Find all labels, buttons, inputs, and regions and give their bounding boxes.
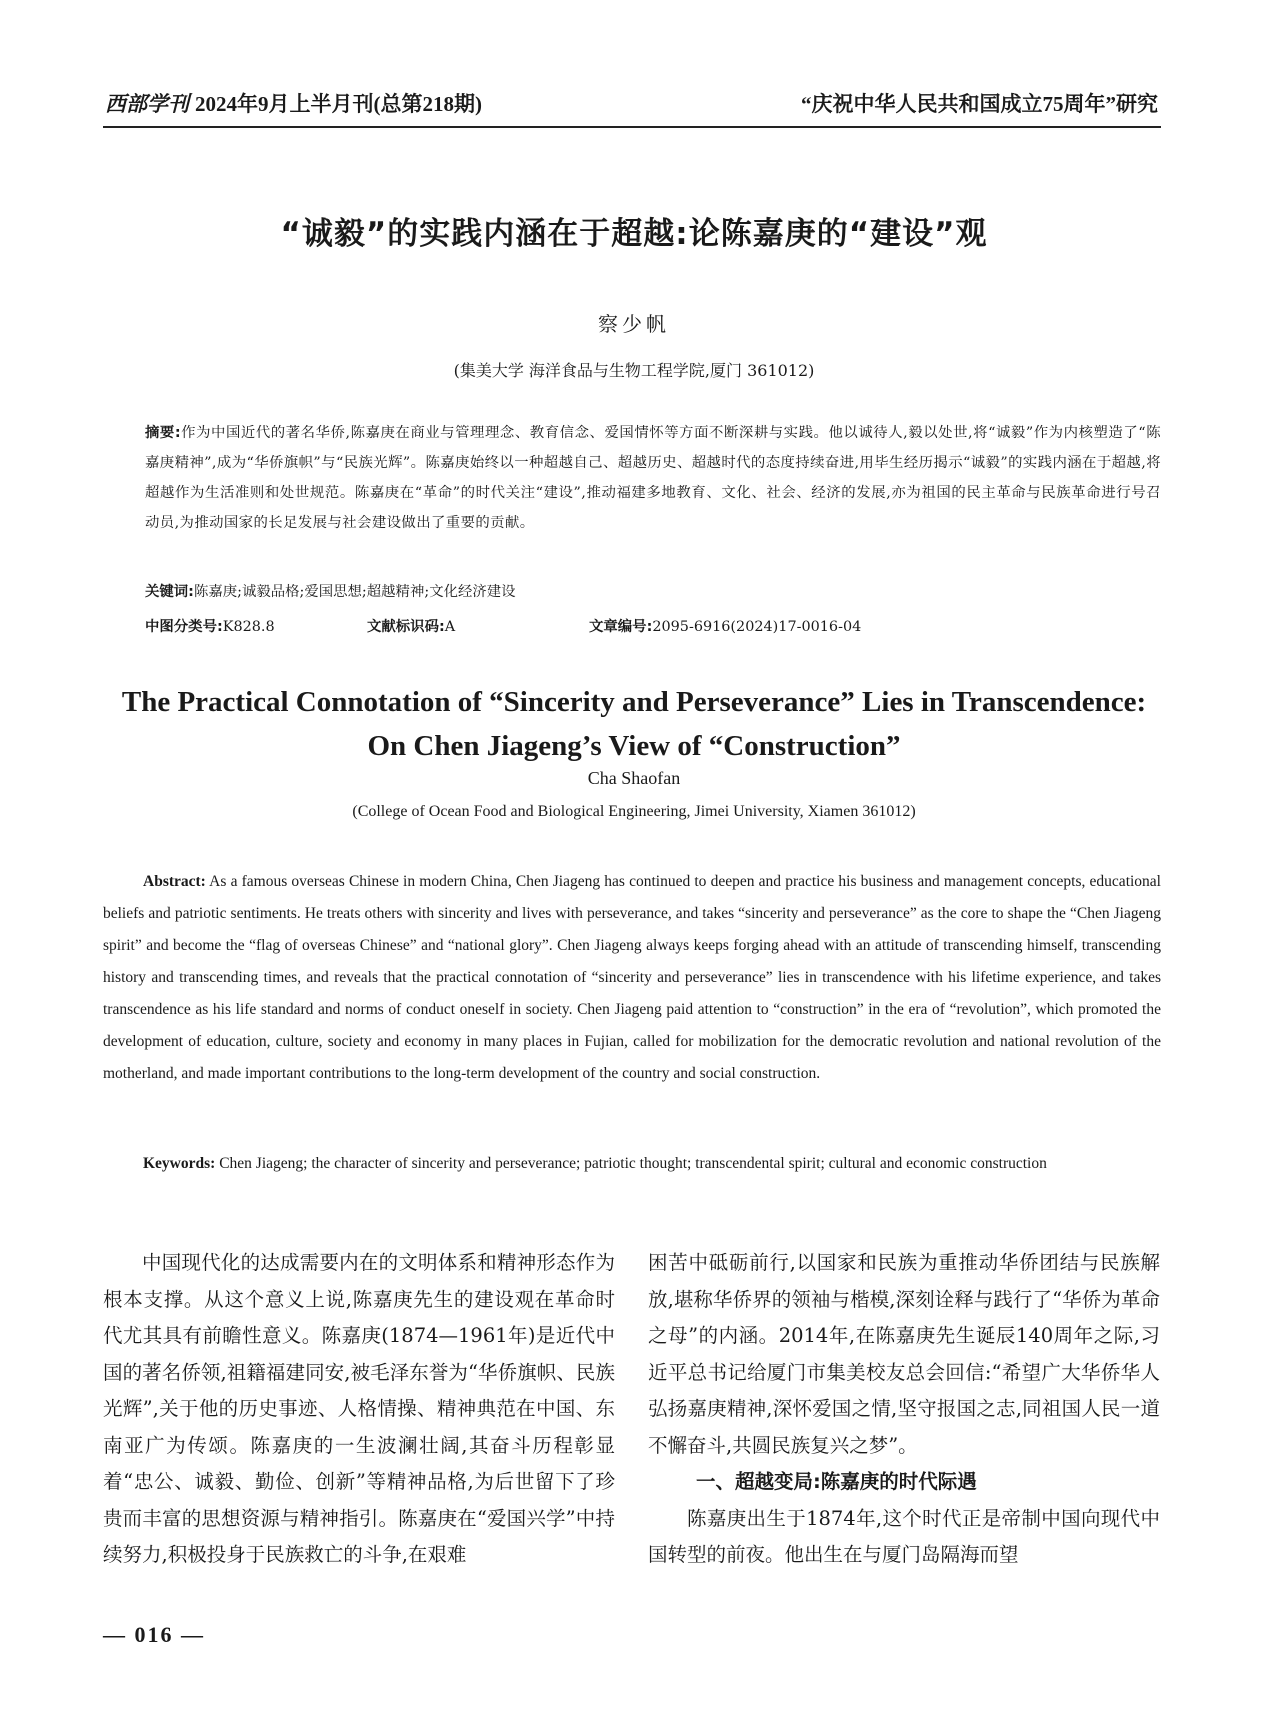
en-title-line1: The Practical Connotation of “Sincerity and Perseverance” Lies in Transcendence: [121, 686, 1147, 718]
en-keywords-label: Keywords: [143, 1155, 216, 1172]
en-title-line2: On Chen Jiageng’s View of “Construction” [367, 730, 901, 762]
cn-title: “诚毅”的实践内涵在于超越:论陈嘉庚的“建设”观 [280, 216, 988, 252]
en-affiliation: (College of Ocean Food and Biological Engineering, Jimei University, Xiamen 361012) [352, 803, 916, 820]
en-abstract [103, 866, 1161, 1090]
header-rule [103, 126, 1161, 128]
body-column-right [648, 1245, 1160, 1574]
article-no-item [589, 615, 861, 636]
clc-value: K828.8 [222, 619, 275, 635]
en-title [0, 680, 1268, 768]
body-paragraph: 陈嘉庚出生于1874年,这个时代正是帝制中国向现代中国转型的前夜。他出生在与厦门岛隔海而望 [648, 1506, 1160, 1566]
article-no-value: 2095-6916(2024)17-0016-04 [652, 619, 862, 635]
doc-code-value: A [444, 619, 456, 635]
doc-code-label: 文献标识码: [367, 619, 445, 635]
clc-item [145, 615, 367, 636]
en-keywords [103, 1148, 1161, 1180]
section-heading: 一、超越变局:陈嘉庚的时代际遇 [696, 1470, 977, 1493]
cn-abstract-label: 摘要: [145, 425, 182, 441]
cn-author: 察少帆 [598, 312, 670, 336]
doc-code-item [367, 615, 589, 636]
en-abstract-text: As a famous overseas Chinese in modern China, Chen Jiageng has continued to deepen and practice his business and management concepts, educational beliefs and patriotic sentiments. He treats others with sincerity and lives with perseverance, and takes “sincerity and perseverance” as the core to shape the “Chen Jiageng spirit” and become the “flag of overseas Chinese” and “national glory”. Chen Jiageng always keeps forging ahead with an attitude of transcending himself, transcending history and transcending times, and reveals that the practical connotation of “sincerity and perseverance” lies in transcendence with his lifetime experience, and takes transcendence as his life standard and norms of conduct oneself in society. Chen Jiageng paid attention to “construction” in the era of “revolution”, which promoted the development of education, culture, society and economy in many places in Fujian, called for mobilization for the democratic revolution and national revolution of the motherland, and made important contributions to the long-term development of the country and social construction. [103, 873, 1161, 1082]
page-number: — 016 — [103, 1622, 205, 1647]
cn-keywords-label: 关键词: [145, 584, 194, 600]
cn-keywords-text: 陈嘉庚;诚毅品格;爱国思想;超越精神;文化经济建设 [193, 584, 516, 600]
body-column-left [103, 1245, 615, 1574]
journal-logo: 西部学刊 [105, 92, 189, 116]
body-paragraph: 困苦中砥砺前行,以国家和民族为重推动华侨团结与民族解放,堪称华侨界的领袖与楷模,深刻诠释与践行了“华侨为革命之母”的内涵。2014年,在陈嘉庚先生诞辰140周年之际,习近平总书记给厦门市集美校友总会回信:“希望广大华侨华人弘扬嘉庚精神,深怀爱国之情,坚守报国之志,同祖国人民一道不懈奋斗,共圆民族复兴之梦”。 [648, 1251, 1160, 1457]
cn-keywords [145, 580, 516, 601]
column-title: “庆祝中华人民共和国成立75周年”研究 [801, 92, 1158, 116]
issue-info: 2024年9月上半月刊(总第218期) [195, 92, 482, 116]
cn-abstract-text: 作为中国近代的著名华侨,陈嘉庚在商业与管理理念、教育信念、爱国情怀等方面不断深耕与实践。他以诚待人,毅以处世,将“诚毅”作为内核塑造了“陈嘉庚精神”,成为“华侨旗帜”与“民族光辉”。陈嘉庚始终以一种超越自己、超越历史、超越时代的态度持续奋进,用毕生经历揭示“诚毅”的实践内涵在于超越,将超越作为生活准则和处世规范。陈嘉庚在“革命”的时代关注“建设”,推动福建多地教育、文化、社会、经济的发展,亦为祖国的民主革命与民族革命进行号召动员,为推动国家的长足发展与社会建设做出了重要的贡献。 [145, 425, 1161, 531]
journal-header [105, 88, 482, 118]
en-keywords-text: Chen Jiageng; the character of sincerity and perseverance; patriotic thought; transcendental spirit; cultural and economic construction [219, 1155, 1047, 1172]
article-no-label: 文章编号: [589, 619, 653, 635]
body-paragraph: 中国现代化的达成需要内在的文明体系和精神形态作为根本支撑。从这个意义上说,陈嘉庚先生的建设观在革命时代尤其具有前瞻性意义。陈嘉庚(1874—1961年)是近代中国的著名侨领,祖籍福建同安,被毛泽东誉为“华侨旗帜、民族光辉”,关于他的历史事迹、人格情操、精神典范在中国、东南亚广为传颂。陈嘉庚的一生波澜壮阔,其奋斗历程彰显着“忠公、诚毅、勤俭、创新”等精神品格,为后世留下了珍贵而丰富的思想资源与精神指引。陈嘉庚在“爱国兴学”中持续努力,积极投身于民族救亡的斗争,在艰难 [103, 1251, 615, 1566]
clc-label: 中图分类号: [145, 619, 223, 635]
cn-affiliation: (集美大学 海洋食品与生物工程学院,厦门 361012) [453, 361, 815, 380]
en-author: Cha Shaofan [587, 768, 681, 788]
cn-classification [145, 615, 1161, 636]
en-abstract-label: Abstract: [143, 873, 206, 890]
cn-abstract [145, 418, 1161, 538]
